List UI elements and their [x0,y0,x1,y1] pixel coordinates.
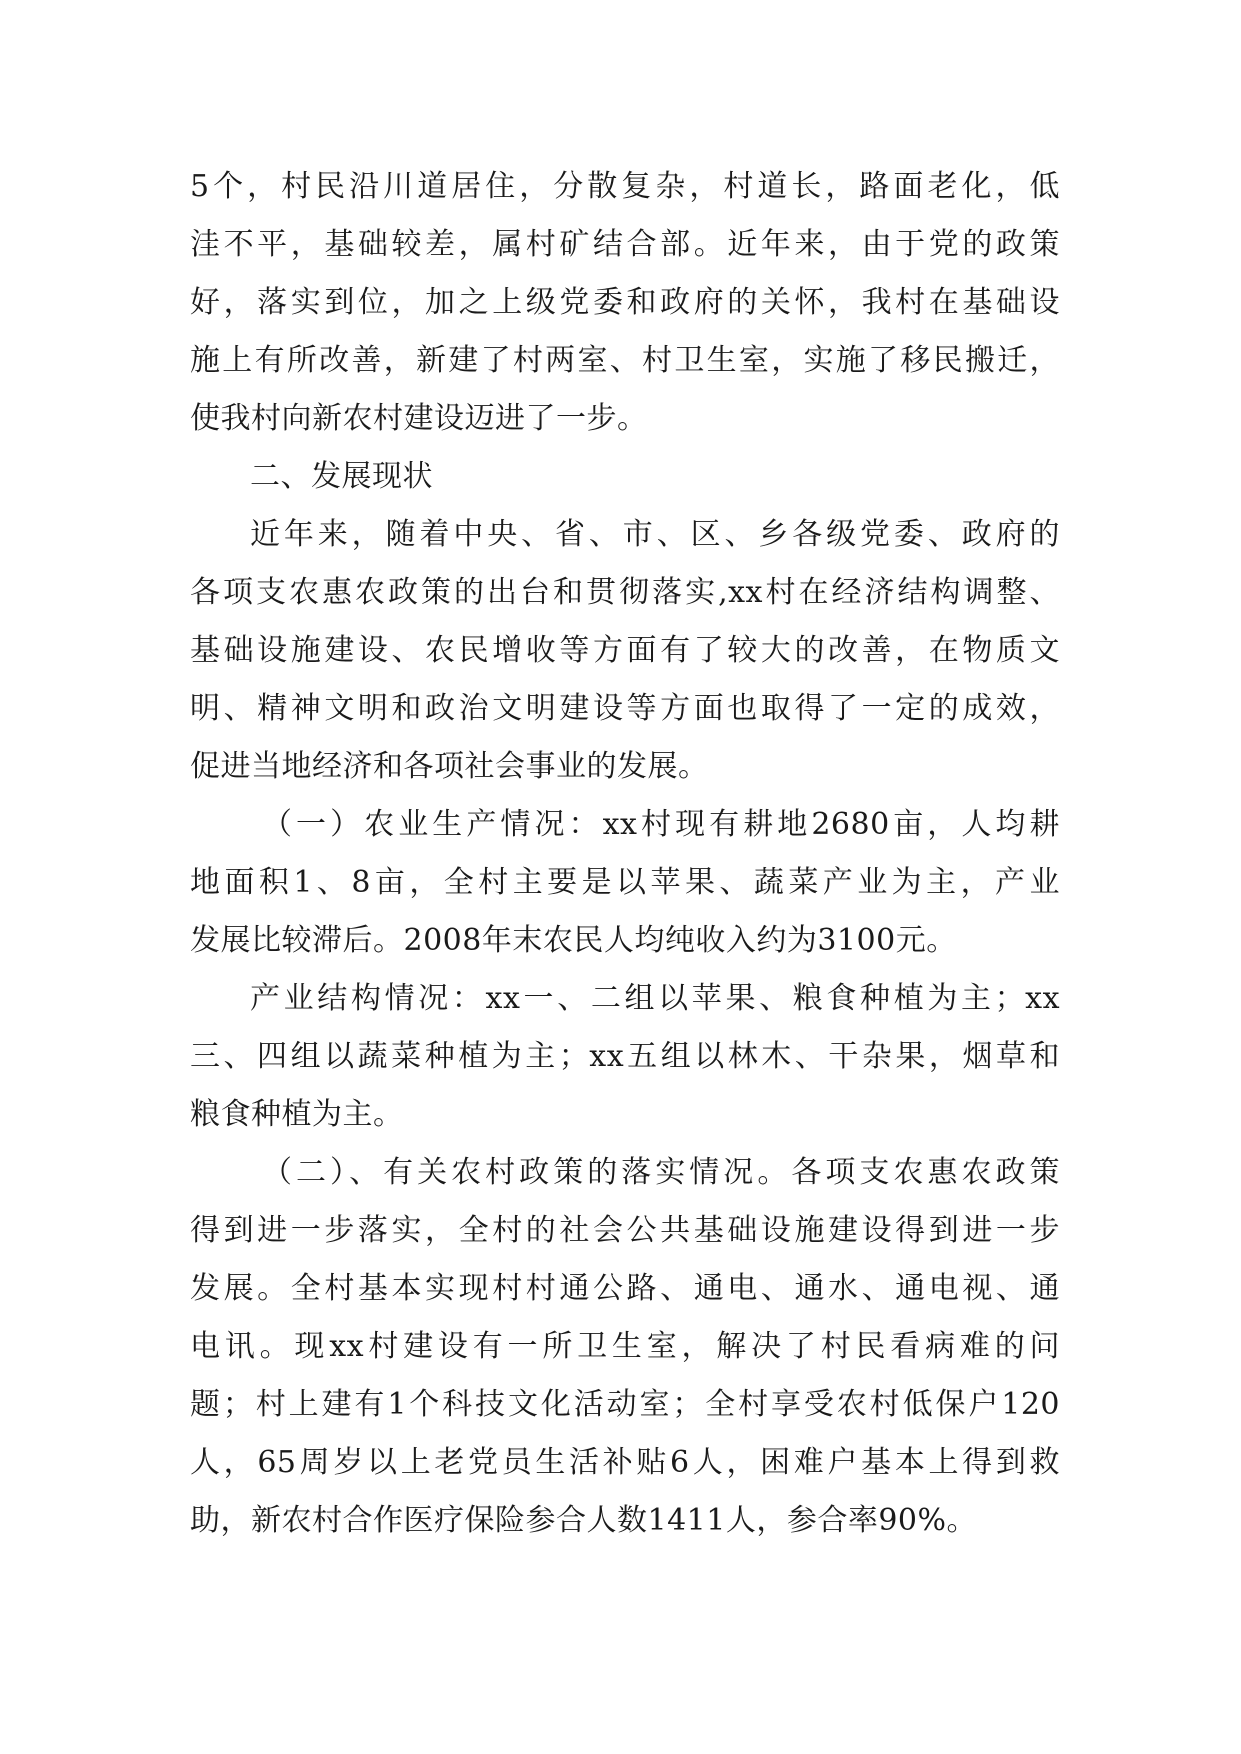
paragraph-line: 5个，村民沿川道居住，分散复杂，村道长，路面老化，低 [190,169,1060,204]
paragraph-line: 地面积1、8亩，全村主要是以苹果、蔬菜产业为主，产业 [190,865,1060,900]
paragraph-line: 电讯。现xx村建设有一所卫生室，解决了村民看病难的问 [190,1329,1060,1364]
paragraph-line: 产业结构情况：xx一、二组以苹果、粮食种植为主；xx [250,981,1060,1016]
paragraph-line: 明、精神文明和政治文明建设等方面也取得了一定的成效， [190,691,1060,726]
paragraph-line: 人，65周岁以上老党员生活补贴6人，困难户基本上得到救 [190,1445,1060,1480]
paragraph-line: 题；村上建有1个科技文化活动室；全村享受农村低保户120 [190,1387,1060,1422]
paragraph-line: （一）农业生产情况：xx村现有耕地2680亩，人均耕 [262,807,1060,842]
paragraph-line: 近年来，随着中央、省、市、区、乡各级党委、政府的 [250,517,1060,552]
paragraph-line: 基础设施建设、农民增收等方面有了较大的改善，在物质文 [190,633,1060,668]
paragraph-line: 三、四组以蔬菜种植为主；xx五组以林木、干杂果，烟草和 [190,1039,1060,1074]
section-heading: 二、发展现状 [250,459,433,494]
paragraph-line: 粮食种植为主。 [190,1097,404,1132]
document-body [190,158,1060,1550]
paragraph-line: （二）、有关农村政策的落实情况。各项支农惠农政策 [262,1155,1060,1190]
paragraph-line: 发展。全村基本实现村村通公路、通电、通水、通电视、通 [190,1271,1060,1306]
paragraph-line: 施上有所改善，新建了村两室、村卫生室，实施了移民搬迁， [190,343,1060,378]
paragraph-line: 发展比较滞后。2008年末农民人均纯收入约为3100元。 [190,923,957,958]
paragraph-line: 洼不平，基础较差，属村矿结合部。近年来，由于党的政策 [190,227,1060,262]
paragraph-line: 得到进一步落实，全村的社会公共基础设施建设得到进一步 [190,1213,1060,1248]
paragraph-line: 促进当地经济和各项社会事业的发展。 [190,749,709,784]
paragraph-line: 好，落实到位，加之上级党委和政府的关怀，我村在基础设 [190,285,1060,320]
paragraph-line: 助，新农村合作医疗保险参合人数1411人，参合率90%。 [190,1503,978,1538]
paragraph-line: 各项支农惠农政策的出台和贯彻落实,xx村在经济结构调整、 [190,575,1060,610]
paragraph-line: 使我村向新农村建设迈进了一步。 [190,401,648,436]
